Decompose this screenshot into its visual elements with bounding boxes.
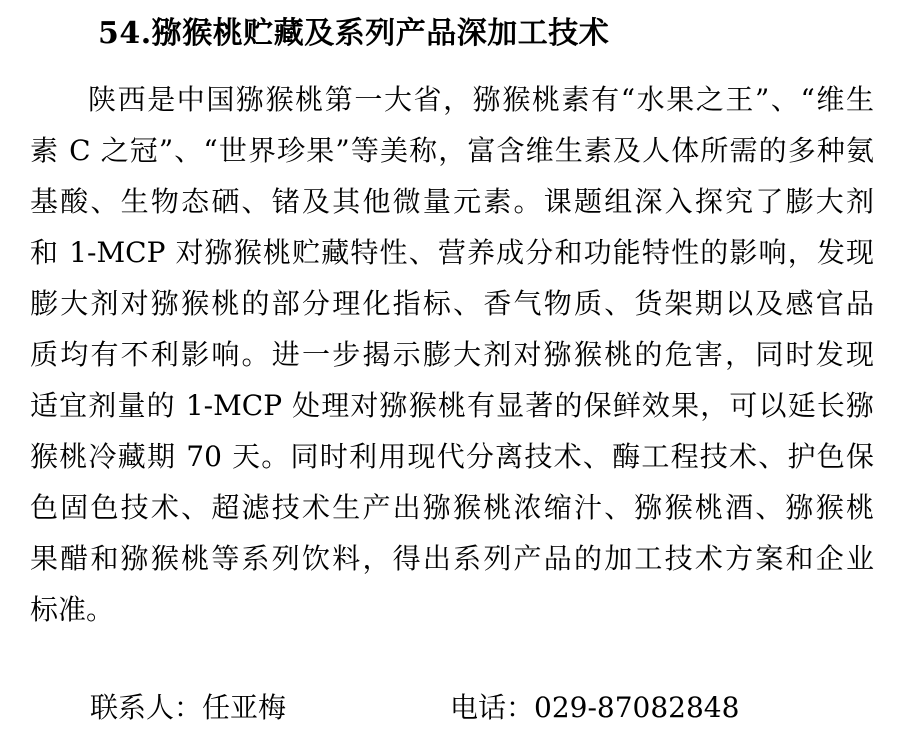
body-line: 猴桃冷藏期 70 天。同时利用现代分离技术、酶工程技术、护色保 bbox=[30, 440, 874, 473]
body-line: 质均有不利影响。进一步揭示膨大剂对猕猴桃的危害，同时发现 bbox=[30, 338, 874, 371]
body-line: 标准。 bbox=[30, 593, 115, 626]
body-line: 素 C 之冠”、“世界珍果”等美称，富含维生素及人体所需的多种氨 bbox=[30, 134, 874, 167]
document-body bbox=[30, 74, 874, 635]
contact-phone: 电话：029-87082848 bbox=[450, 691, 740, 724]
body-line: 膨大剂对猕猴桃的部分理化指标、香气物质、货架期以及感官品 bbox=[30, 287, 874, 320]
body-line: 果醋和猕猴桃等系列饮料，得出系列产品的加工技术方案和企业 bbox=[30, 542, 874, 575]
contact-person: 联系人：任亚梅 bbox=[90, 691, 287, 724]
body-line: 陕西是中国猕猴桃第一大省，猕猴桃素有“水果之王”、“维生 bbox=[88, 83, 874, 116]
body-line: 色固色技术、超滤技术生产出猕猴桃浓缩汁、猕猴桃酒、猕猴桃 bbox=[30, 491, 874, 524]
body-line: 适宜剂量的 1-MCP 处理对猕猴桃有显著的保鲜效果，可以延长猕 bbox=[30, 389, 874, 422]
document-title: 54.猕猴桃贮藏及系列产品深加工技术 bbox=[98, 16, 610, 51]
body-line: 基酸、生物态硒、锗及其他微量元素。课题组深入探究了膨大剂 bbox=[30, 185, 874, 218]
body-line: 和 1-MCP 对猕猴桃贮藏特性、营养成分和功能特性的影响，发现 bbox=[30, 236, 874, 269]
